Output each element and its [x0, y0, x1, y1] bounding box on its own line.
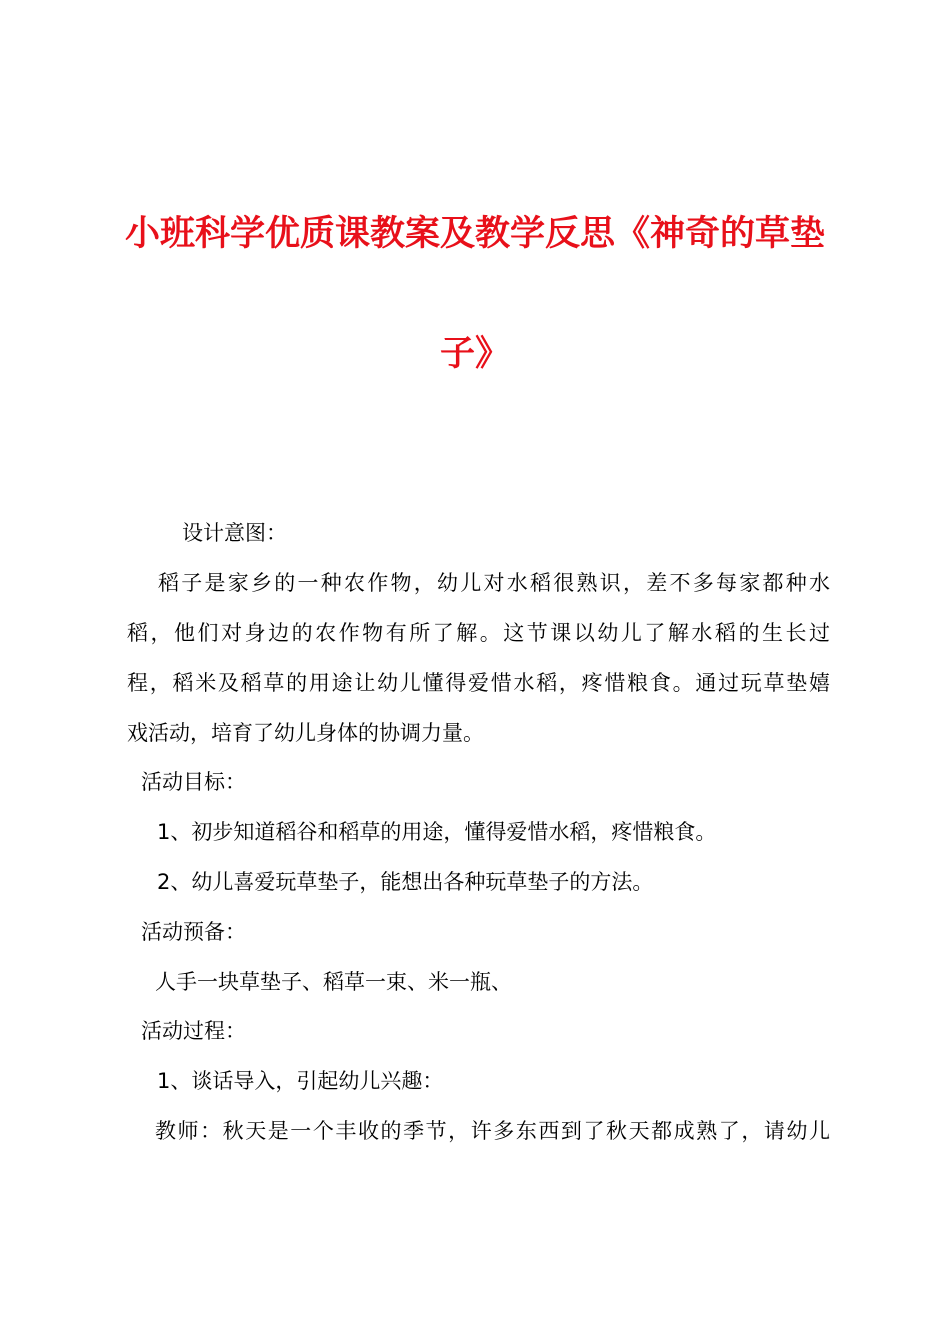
goal-item-1: 1、初步知道稻谷和稻草的用途，懂得爱惜水稻，疼惜粮食。 [157, 820, 717, 844]
goals-heading: 活动目标： [141, 770, 246, 794]
paragraph-line: 稻子是家乡的一种农作物，幼儿对水稻很熟识，差不多每家都种水 [158, 571, 830, 595]
document-title-line-2: 子》 [439, 334, 510, 374]
prep-heading: 活动预备： [141, 920, 246, 944]
document-title-line-1: 小班科学优质课教案及教学反思《神奇的草垫 [124, 214, 825, 254]
process-step-1: 1、谈话导入，引起幼儿兴趣： [157, 1069, 444, 1093]
paragraph-line: 程，稻米及稻草的用途让幼儿懂得爱惜水稻，疼惜粮食。通过玩草垫嬉 [127, 671, 830, 695]
design-intent-heading: 设计意图： [182, 521, 287, 545]
prep-text: 人手一块草垫子、稻草一束、米一瓶、 [155, 970, 512, 994]
teacher-line: 教师：秋天是一个丰收的季节，许多东西到了秋天都成熟了，请幼儿 [155, 1119, 830, 1143]
paragraph-line: 戏活动，培育了幼儿身体的协调力量。 [127, 721, 484, 745]
process-heading: 活动过程： [141, 1019, 246, 1043]
paragraph-line: 稻，他们对身边的农作物有所了解。这节课以幼儿了解水稻的生长过 [127, 621, 830, 645]
goal-item-2: 2、幼儿喜爱玩草垫子，能想出各种玩草垫子的方法。 [157, 870, 654, 894]
